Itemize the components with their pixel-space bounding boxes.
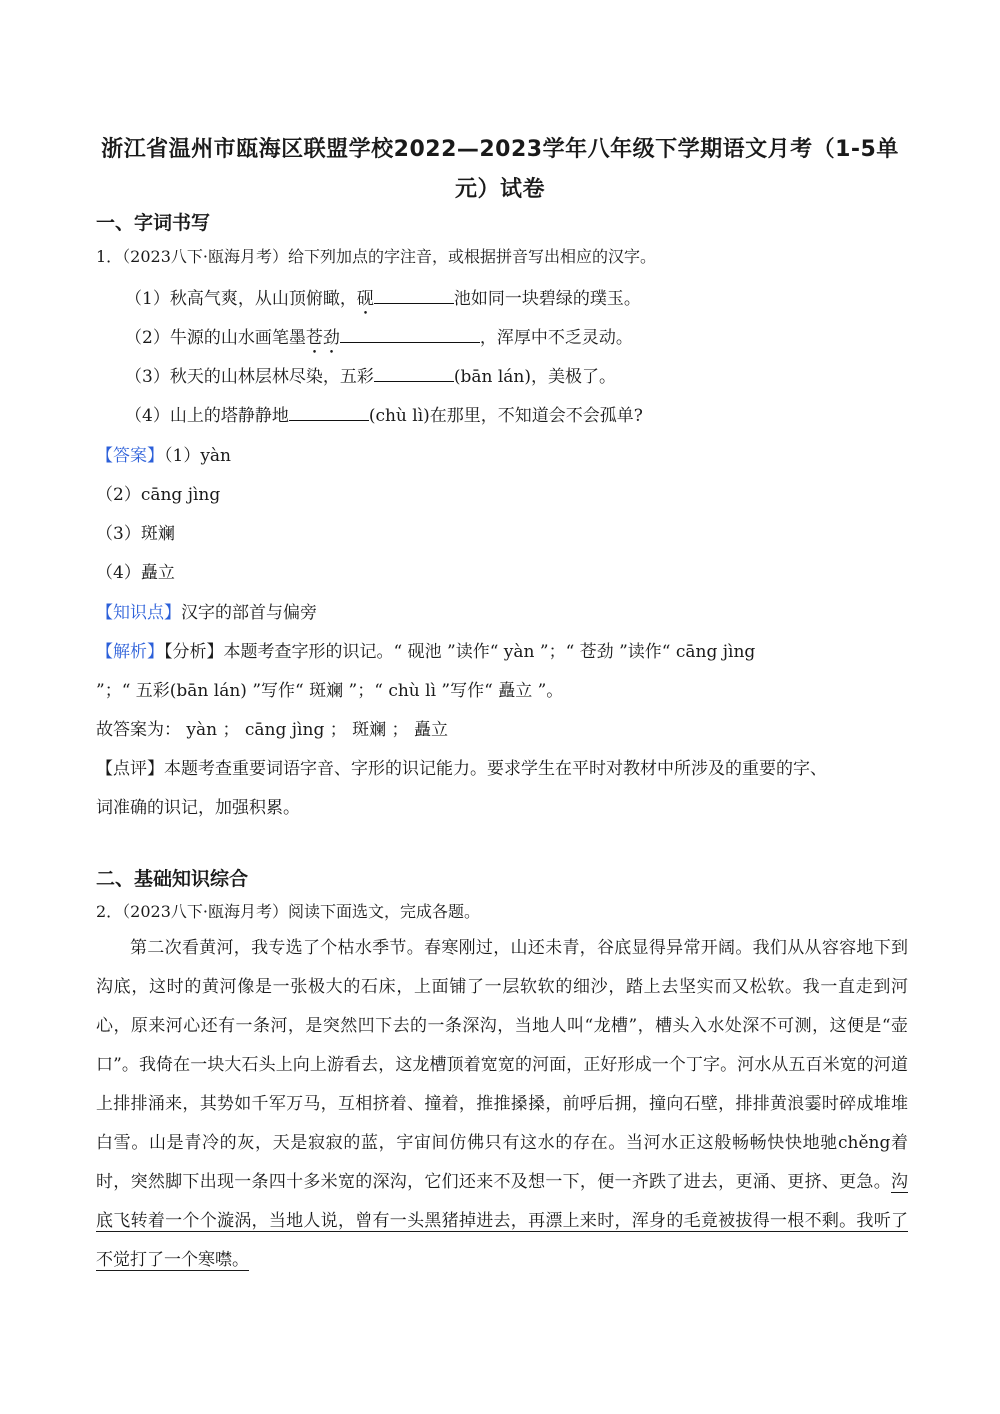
underlined-sentence: 沟底飞转着一个个漩涡，当地人说，曾有一头黑猪掉进去，再漂上来时，浑身的毛竟被拔得一根不剩。我听了不觉打了一个寒噤。 [96, 1172, 908, 1270]
question-1-item-4 [125, 401, 643, 426]
knowledge-tag: 【知识点】 [96, 603, 181, 623]
answer-blank[interactable] [374, 285, 454, 304]
final-answer: 故答案为： yàn ； cāng jìng ； 斑斓 ； 矗立 [96, 720, 448, 740]
item-text: （2）牛源的山水画笔墨 [125, 328, 306, 348]
dotted-word: 砚 [356, 289, 374, 309]
section-2-heading: 二、基础知识综合 [96, 868, 249, 890]
answer-row-4: （4）矗立 [96, 563, 175, 583]
answer-row-2: （2）cāng jìng [96, 485, 221, 505]
analysis-line-1 [96, 637, 755, 662]
item-text: 池如同一块碧绿的璞玉。 [453, 289, 641, 309]
analysis-text: 【分析】本题考查字形的识记。“ 砚池 ”读作“ yàn ”；“ 苍劲 ”读作“ cāng jìng [164, 642, 756, 662]
question-1-item-2 [125, 323, 633, 358]
item-text: （4）山上的塔静静地 [125, 406, 289, 426]
item-text: 在那里，不知道会不会孤单? [429, 406, 643, 426]
question-1-item-3 [125, 362, 616, 387]
section-1-heading: 一、字词书写 [96, 212, 211, 234]
dotted-word: 苍劲 [305, 328, 340, 348]
question-1-item-1 [125, 284, 641, 319]
knowledge-point [96, 598, 317, 623]
comment-line-1: 【点评】本题考查重要词语字音、字形的识记能力。要求学生在平时对教材中所涉及的重要的字、 [96, 759, 827, 779]
page-title: 浙江省温州市瓯海区联盟学校2022—2023学年八年级下学期语文月考（1-5单元）试卷 [101, 137, 899, 202]
pinyin: (chù lì) [368, 406, 430, 426]
question-2-stem: 2．（2023八下·瓯海月考）阅读下面选文，完成各题。 [96, 902, 480, 921]
answer-tag: 【答案】 [96, 446, 164, 466]
passage-text: 第二次看黄河，我专选了个枯水季节。春寒刚过，山还未青，谷底显得异常开阔。我们从从容容地下到沟底，这时的黄河像是一张极大的石床，上面铺了一层软软的细沙，踏上去坚实而又松软。我一直走到河心，原来河心还有一条河，是突然凹下去的一条深沟，当地人叫“龙槽”，槽头入水处深不可测，这便是“壶口”。我倚在一块大石头上向上游看去，这龙槽顶着宽宽的河面，正好形成一个丁字。河水从五百米宽的河道上排排涌来，其势如千军万马，互相挤着、撞着，推推搡搡，前呼后拥，撞向石壁，排排黄浪霎时碎成堆堆白雪。山是青冷的灰，天是寂寂的蓝，宇宙间仿佛只有这水的存在。当河水正这般畅畅快快地驰chěng着时，突然脚下出现一条四十多米宽的深沟，它们还来不及想一下，便一齐跌了进去，更涌、更挤、更急。 [96, 938, 908, 1192]
question-1-stem: 1．（2023八下·瓯海月考）给下列加点的字注音，或根据拼音写出相应的汉字。 [96, 247, 656, 266]
answer-blank[interactable] [340, 324, 480, 343]
comment-line-2: 词准确的识记，加强积累。 [96, 798, 300, 818]
answer-row-1 [96, 441, 231, 466]
answer-blank[interactable] [289, 402, 369, 421]
reading-passage [96, 929, 908, 1280]
knowledge-text: 汉字的部首与偏旁 [181, 603, 317, 623]
analysis-line-2: ”；“ 五彩(bān lán) ”写作“ 斑斓 ”；“ chù lì ”写作“ 矗立 ”。 [96, 681, 564, 701]
item-text: （1）秋高气爽，从山顶俯瞰， [125, 289, 357, 309]
item-text: ，美极了。 [530, 367, 616, 387]
answer-text: （1）yàn [164, 446, 232, 466]
analysis-tag: 【解析】 [96, 642, 164, 662]
pinyin: (bān lán) [453, 367, 531, 387]
answer-row-3: （3）斑斓 [96, 524, 175, 544]
item-text: ，浑厚中不乏灵动。 [479, 328, 633, 348]
item-text: （3）秋天的山林层林尽染，五彩 [125, 367, 374, 387]
answer-blank[interactable] [374, 363, 454, 382]
